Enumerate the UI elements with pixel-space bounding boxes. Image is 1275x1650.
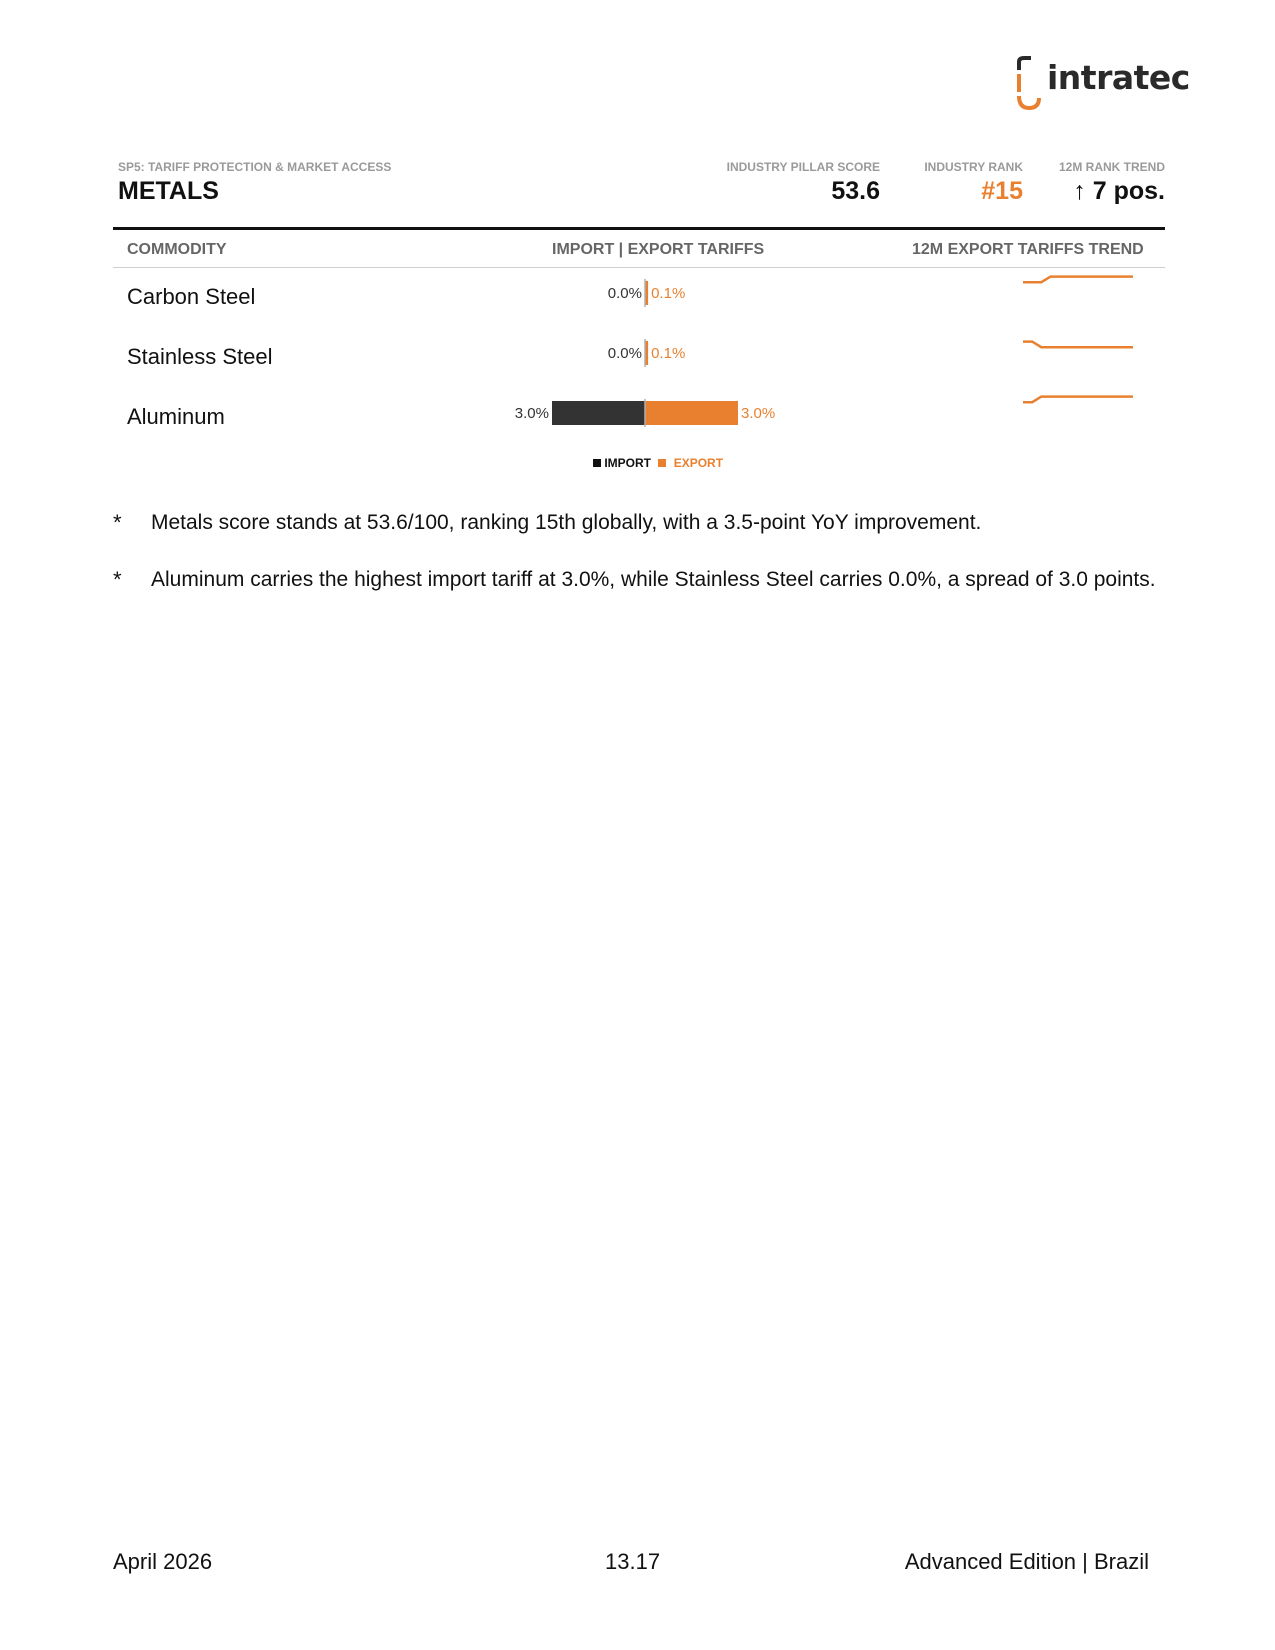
note-text: Metals score stands at 53.6/100, ranking 15th globally, with a 3.5-point YoY improvement. xyxy=(151,511,982,534)
commodity-name-carbon-steel: Carbon Steel xyxy=(127,284,256,309)
rank-value: #15 xyxy=(981,177,1023,205)
header-divider xyxy=(113,227,1165,230)
trend-label: 12M RANK TREND xyxy=(1058,160,1165,174)
trend-value: ↑ 7 pos. xyxy=(1073,177,1165,205)
legend-export-swatch xyxy=(658,459,666,467)
note-text: Aluminum carries the highest import tariff at 3.0%, while Stainless Steel carries 0.0%, a spread of 3.0 points. xyxy=(151,568,1156,591)
column-header-tariffs: IMPORT | EXPORT TARIFFS xyxy=(552,241,765,258)
sparkline-carbon-steel xyxy=(1020,268,1140,290)
score-label: INDUSTRY PILLAR SCORE xyxy=(726,160,880,174)
legend-import-label: IMPORT xyxy=(604,456,652,470)
export-value-label-carbon-steel: 0.1% xyxy=(651,285,686,302)
section-label: SP5: TARIFF PROTECTION & MARKET ACCESS xyxy=(118,160,392,174)
intratec-logo-icon xyxy=(1015,56,1049,112)
footer-date: April 2026 xyxy=(113,1549,213,1574)
footer-page-number: 13.17 xyxy=(605,1549,661,1574)
tariff-bar-chart xyxy=(470,270,820,450)
page-title: METALS xyxy=(118,177,219,205)
legend-export-label: EXPORT xyxy=(673,456,724,470)
bullet-marker: * xyxy=(113,510,122,535)
export-bar-aluminum xyxy=(645,401,738,425)
column-header-divider xyxy=(113,267,1165,268)
import-value-label-carbon-steel: 0.0% xyxy=(607,285,642,302)
bullet-marker: * xyxy=(113,567,122,592)
import-bar-aluminum xyxy=(552,401,645,425)
sparkline-path xyxy=(1023,342,1133,348)
export-value-label-aluminum: 3.0% xyxy=(741,405,776,422)
logo-text: intratec xyxy=(1047,58,1190,97)
column-header-commodity: COMMODITY xyxy=(127,241,227,258)
sparkline-aluminum xyxy=(1020,388,1140,410)
import-value-label-stainless-steel: 0.0% xyxy=(607,345,642,362)
rank-label: INDUSTRY RANK xyxy=(924,160,1023,174)
sparkline-stainless-steel xyxy=(1020,333,1140,355)
intratec-logo xyxy=(1015,56,1190,112)
commodity-name-aluminum: Aluminum xyxy=(127,404,225,429)
column-header-trend: 12M EXPORT TARIFFS TREND xyxy=(912,241,1144,258)
commodity-name-stainless-steel: Stainless Steel xyxy=(127,344,273,369)
chart-legend xyxy=(593,456,723,470)
sparkline-path xyxy=(1023,277,1133,283)
footer-edition: Advanced Edition | Brazil xyxy=(904,1549,1149,1574)
legend-import-swatch xyxy=(593,459,601,467)
score-value: 53.6 xyxy=(831,177,880,205)
export-value-label-stainless-steel: 0.1% xyxy=(651,345,686,362)
sparkline-path xyxy=(1023,397,1133,403)
import-value-label-aluminum: 3.0% xyxy=(514,405,549,422)
